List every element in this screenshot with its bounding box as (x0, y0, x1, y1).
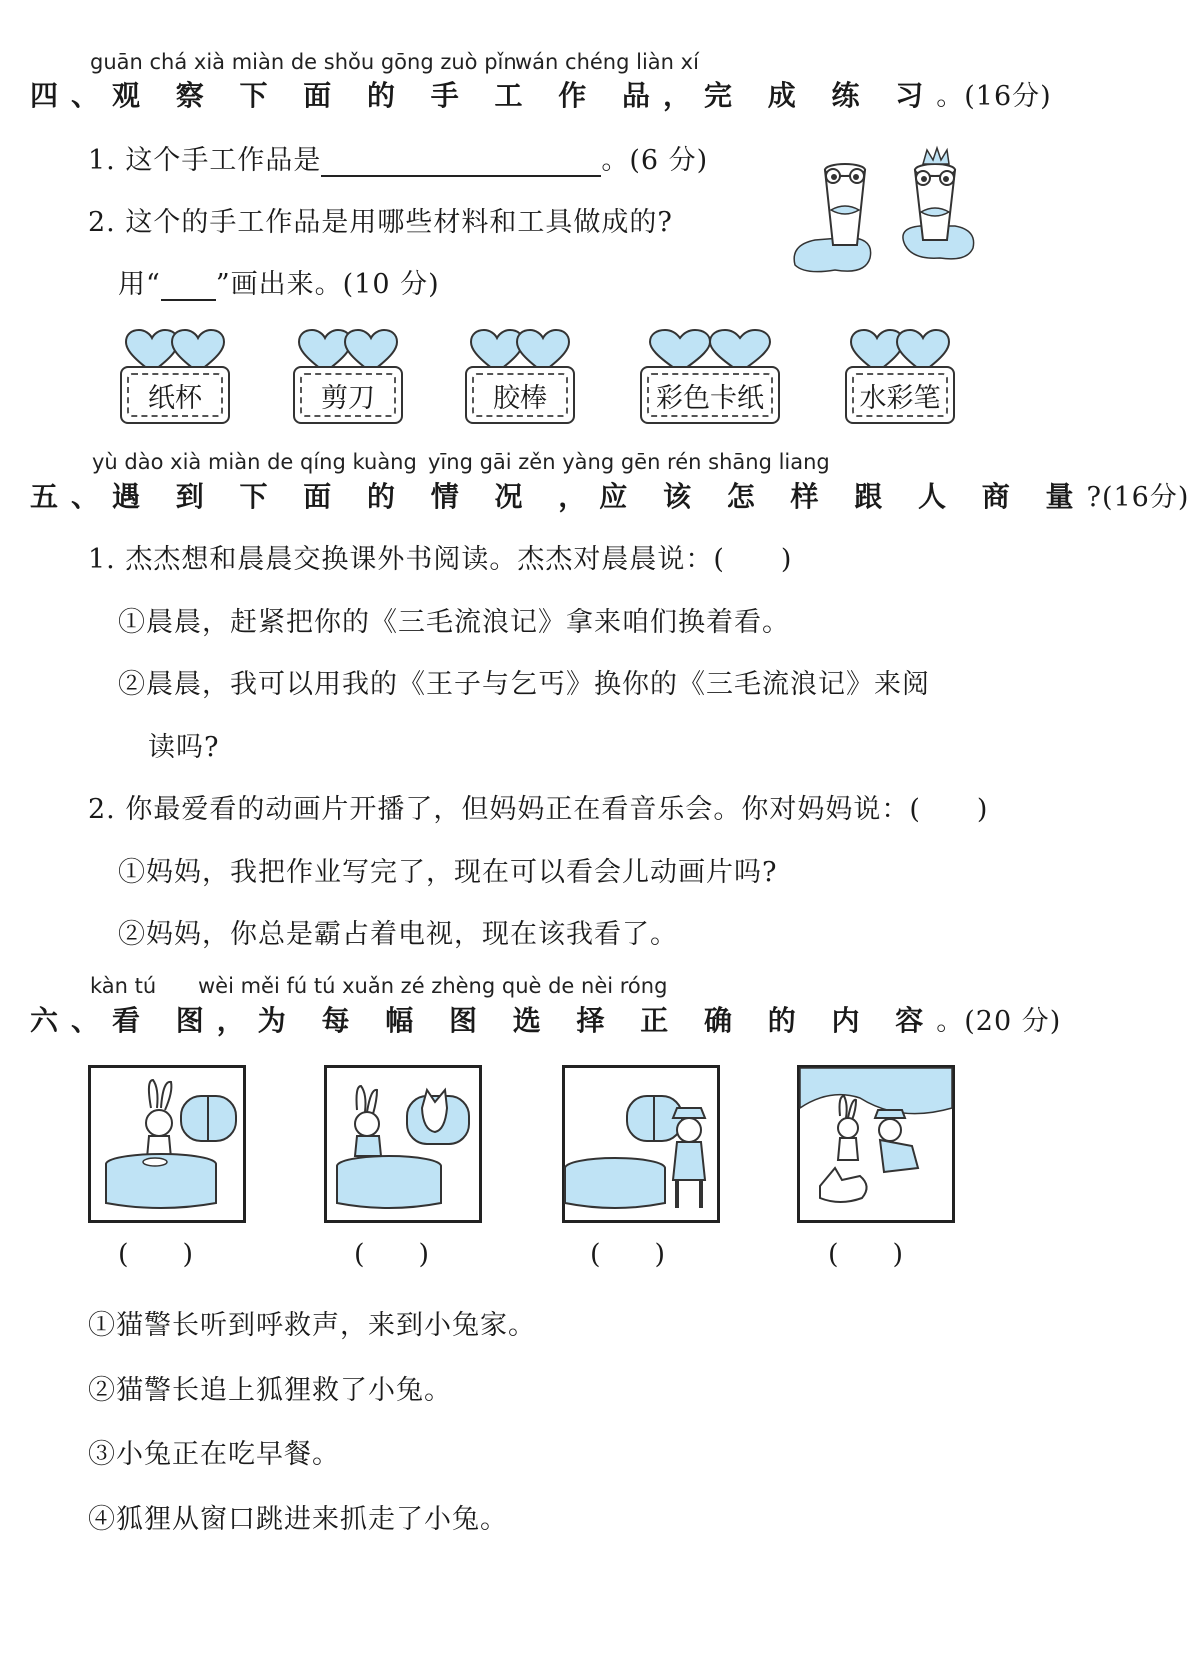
section6-pinyin-2: wèi měi fú tú xuǎn zé zhèng què de nèi róng (198, 974, 668, 998)
section6-score: 。(20 分) (936, 1006, 1062, 1037)
s5-q1-option-1[interactable]: ①晨晨，赶紧把你的《三毛流浪记》拿来咱们换着看。 (118, 607, 790, 638)
s4-question-1 (88, 138, 708, 177)
section6-pinyin-1: kàn tú (90, 974, 157, 998)
story-picture-3 (562, 1065, 720, 1223)
s4-q1-score: 。(6 分) (601, 145, 709, 176)
s4-question-2: 2. 这个的手工作品是用哪些材料和工具做成的? (88, 207, 673, 238)
section6-heading (30, 999, 1061, 1039)
section4-title: 四、观 察 下 面 的 手 工 作 品，完 成 练 习 (30, 79, 937, 112)
s5-q2-option-2[interactable]: ②妈妈，你总是霸占着电视，现在该我看了。 (118, 919, 678, 950)
section5-pinyin-1: yù dào xià miàn de qíng kuàng (92, 450, 417, 474)
s4-question-2-line2 (118, 262, 440, 301)
material-tag (293, 366, 403, 424)
s6-option-3: ③小兔正在吃早餐。 (88, 1439, 340, 1470)
s6-option-4: ④狐狸从窗口跳进来抓走了小兔。 (88, 1504, 508, 1535)
story-picture-2 (324, 1065, 482, 1223)
material-label: 水彩笔 (852, 373, 948, 417)
material-tag (640, 366, 780, 424)
section4-pinyin-2: wán chéng liàn xí (515, 50, 699, 74)
answer-paren-4[interactable]: ( ) (828, 1239, 904, 1270)
material-label: 彩色卡纸 (647, 373, 773, 417)
section5-heading (30, 475, 1189, 515)
material-label: 剪刀 (300, 373, 396, 417)
material-label: 胶棒 (472, 373, 568, 417)
s5-question-2: 2. 你最爱看的动画片开播了，但妈妈正在看音乐会。你对妈妈说：( ) (88, 794, 989, 825)
material-tag (845, 366, 955, 424)
answer-paren-2[interactable]: ( ) (354, 1239, 430, 1270)
s4-q2-prefix: 用“ (118, 269, 161, 300)
story-picture-1 (88, 1065, 246, 1223)
s5-q1-option-2-cont: 读吗? (148, 732, 220, 763)
s4-q1-text: 1. 这个手工作品是 (88, 145, 322, 176)
answer-paren-1[interactable]: ( ) (118, 1239, 194, 1270)
s4-q2-mark-sample (161, 271, 216, 301)
s5-q2-option-1[interactable]: ①妈妈，我把作业写完了，现在可以看会儿动画片吗? (118, 857, 778, 888)
paper-cup-frogs-illustration (785, 140, 985, 280)
section4-heading (30, 74, 1052, 114)
s6-option-1: ①猫警长听到呼救声，来到小兔家。 (88, 1310, 536, 1341)
s5-q1-option-2[interactable]: ②晨晨，我可以用我的《王子与乞丐》换你的《三毛流浪记》来阅 (118, 669, 930, 700)
s4-q2-suffix: ”画出来。(10 分) (215, 269, 440, 300)
s6-option-2: ②猫警长追上狐狸救了小兔。 (88, 1375, 452, 1406)
section5-pinyin-2: yīng gāi zěn yàng gēn rén shāng liang (428, 450, 830, 474)
section5-title: 五、遇 到 下 面 的 情 况 ，应 该 怎 样 跟 人 商 量 (30, 480, 1087, 513)
section4-score: 。(16分) (936, 81, 1052, 112)
s5-question-1: 1. 杰杰想和晨晨交换课外书阅读。杰杰对晨晨说：( ) (88, 544, 793, 575)
s4-q1-answer-blank[interactable] (321, 145, 601, 177)
answer-paren-3[interactable]: ( ) (590, 1239, 666, 1270)
story-picture-4 (797, 1065, 955, 1223)
material-tag (120, 366, 230, 424)
material-tag (465, 366, 575, 424)
section4-pinyin-1: guān chá xià miàn de shǒu gōng zuò pǐn (90, 50, 517, 74)
section6-title: 六、看 图，为 每 幅 图 选 择 正 确 的 内 容 (30, 1004, 937, 1037)
section5-score: ?(16分) (1086, 482, 1189, 513)
material-label: 纸杯 (127, 373, 223, 417)
